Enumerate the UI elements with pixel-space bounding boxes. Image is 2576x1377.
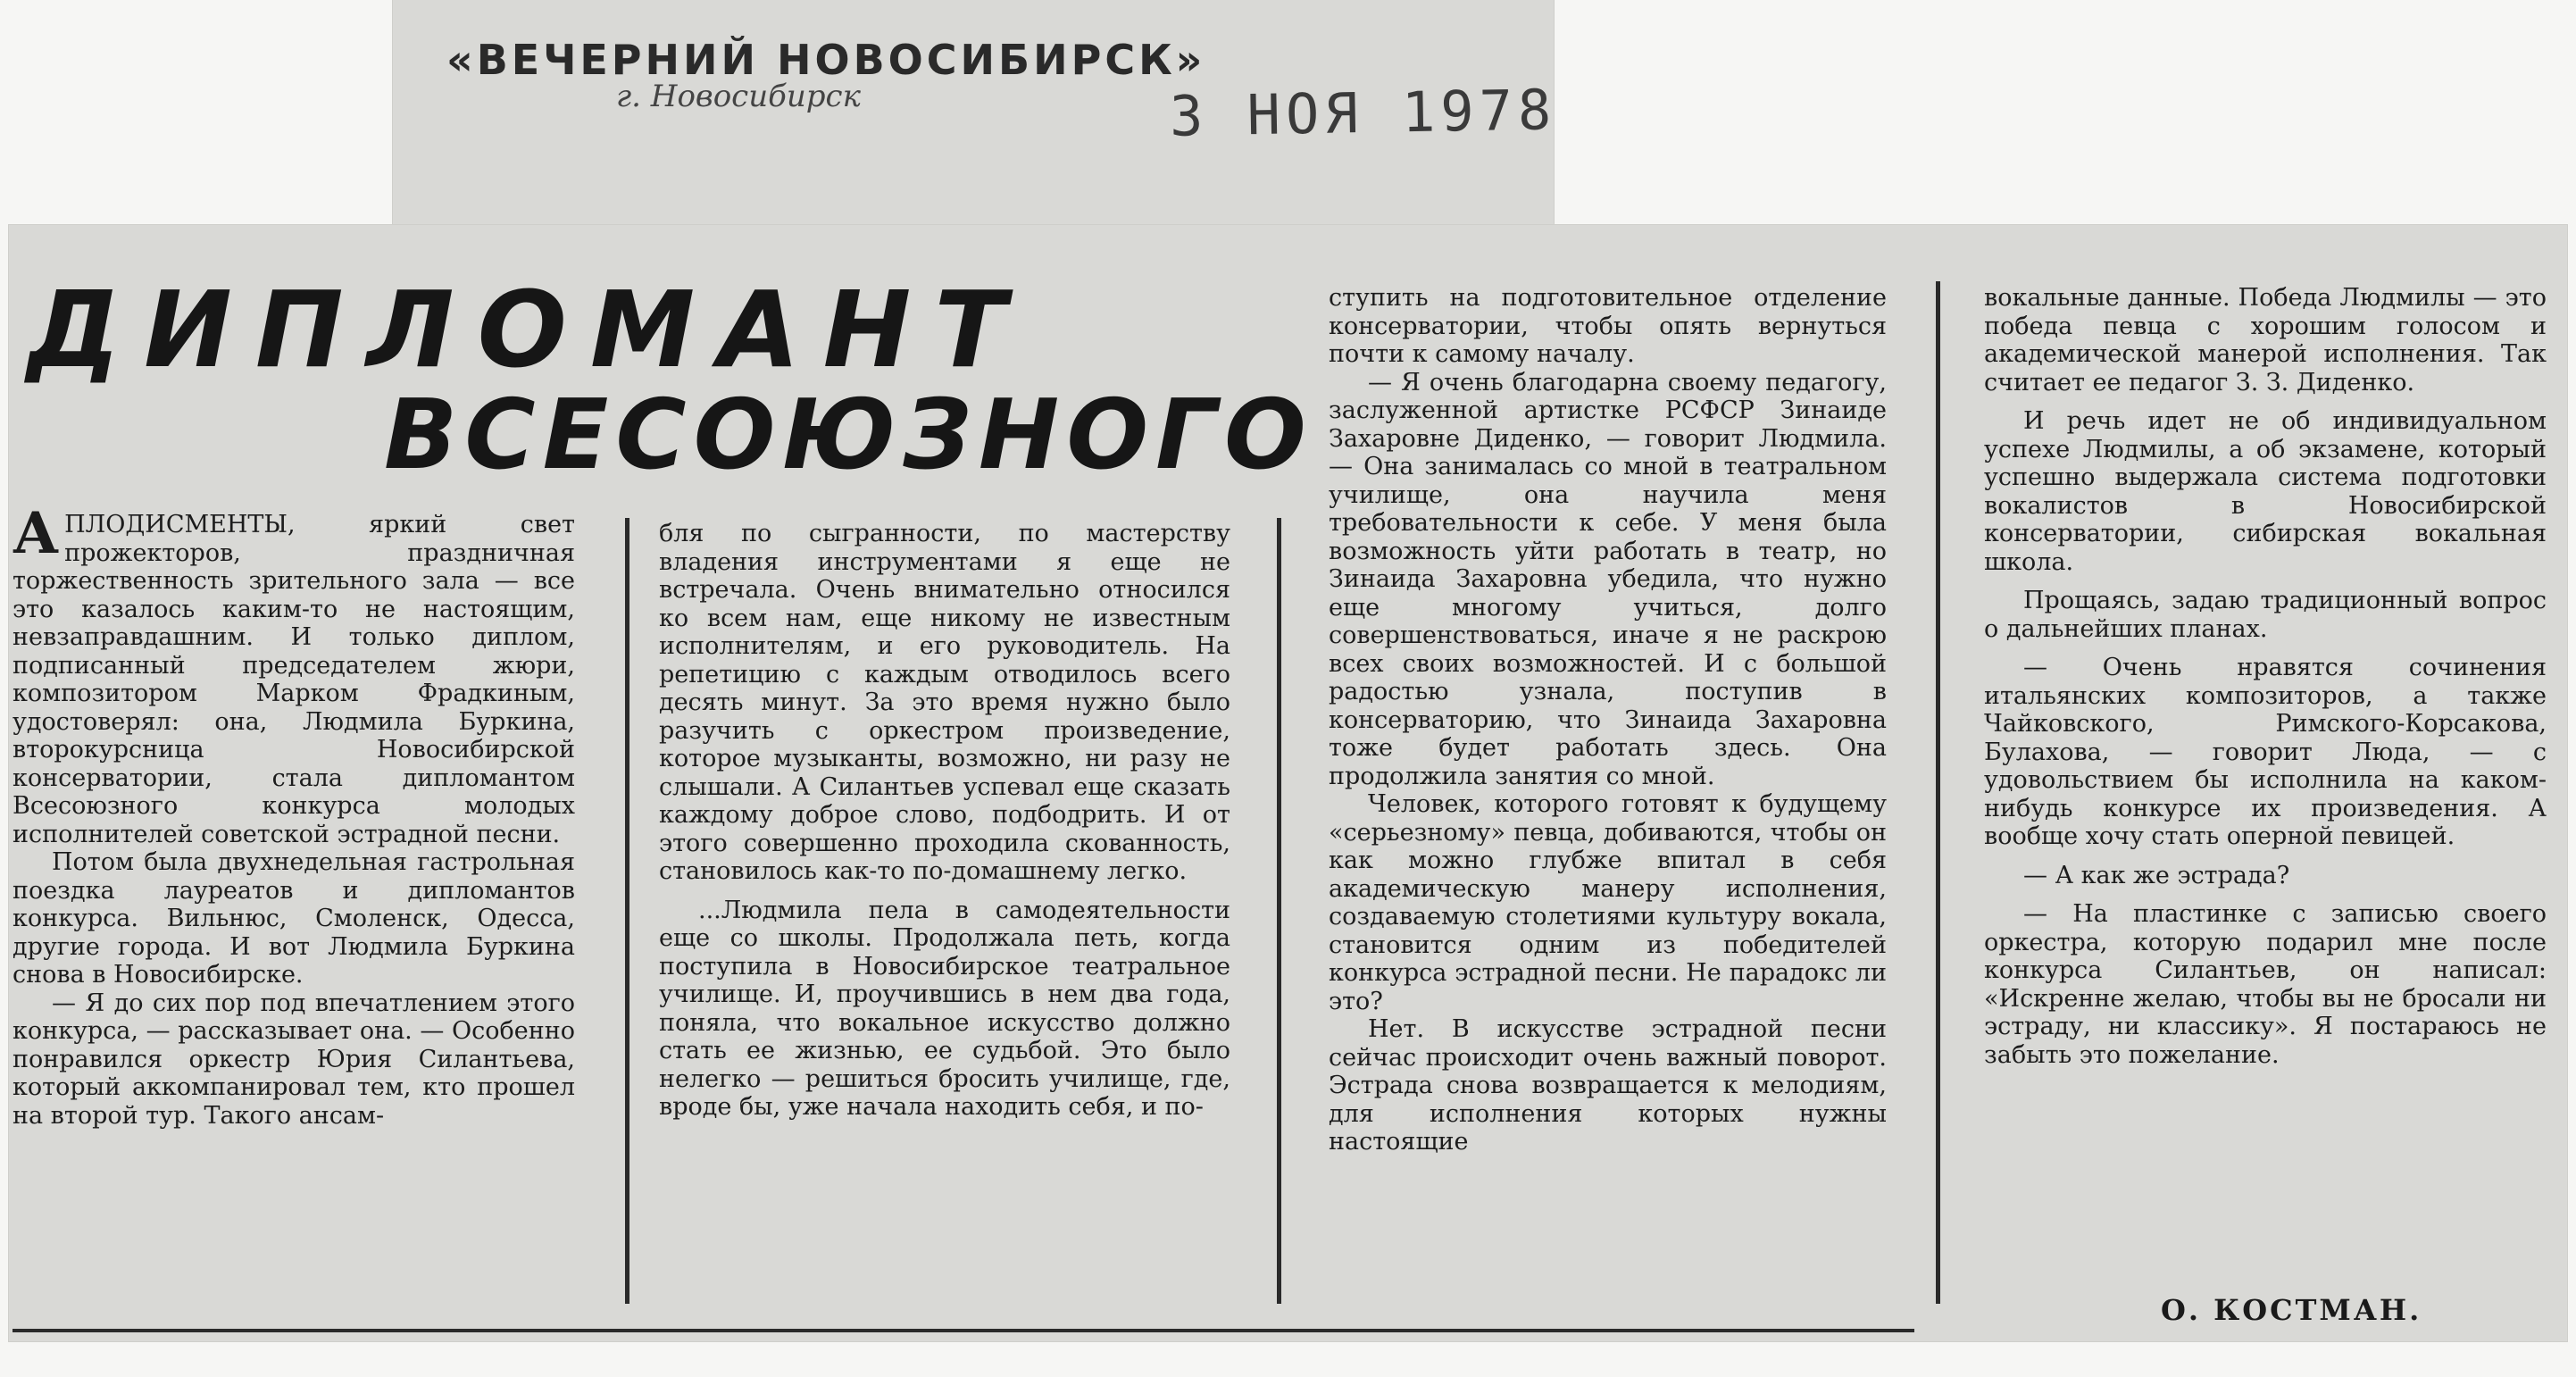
paragraph-text: ПЛОДИСМЕНТЫ, яркий свет прожекторов, праздничная торжественность зрительного зала — все это казалось каким-то не настоящим, невзаправдашним. И только диплом, подписанный председателем жюри, композитором Марком Фрадкиным, удостоверял: она, Людмила Буркина, второкурсница Новосибирской консерватории, стала дипломантом Всесоюзного конкурса молодых исполнителей советской эстрадной песни.: [13, 511, 575, 848]
column-divider: [1277, 518, 1281, 1304]
paragraph: — Я до сих пор под впечатлением этого конкурса, — рассказывает она. — Особенно понравился оркестр Юрия Силантьева, который аккомпанировал тем, кто прошел на второй тур. Такого ансам-: [13, 989, 575, 1130]
column-divider: [625, 518, 629, 1304]
drop-cap: А: [13, 500, 60, 567]
paragraph: — Очень нравятся сочинения итальянских композиторов, а также Чайковского, Римского-Корсакова, Булахова, — говорит Люда, — с удовольствием бы исполнила на каком-нибудь конкурсе их произведения. А вообще хочу стать оперной певицей.: [1984, 654, 2547, 850]
newspaper-city: г. Новосибирск: [616, 79, 861, 114]
paragraph: Нет. В искусстве эстрадной песни сейчас происходит очень важный поворот. Эстрада снова возвращается к мелодиям, для исполнения которых нужны настоящие: [1329, 1015, 1887, 1156]
headline-line-1: ДИПЛОМАНТ: [27, 268, 1030, 391]
article-column-2: [659, 520, 1230, 1323]
paragraph: — Я очень благодарна своему педагогу, заслуженной артистке РСФСР Зинаиде Захаровне Диденко, — говорит Людмила. — Она занималась со мной в театральном училище, она научила меня требовательности к себе. У меня была возможность уйти работать в театр, но Зинаида Захаровна убедила, что нужно еще многому учиться, долго совершенствоваться, иначе я не раскрою всех своих возможностей. И с большой радостью узнала, поступив в консерваторию, что Зинаида Захаровна тоже будет работать здесь. Она продолжила занятия со мной.: [1329, 368, 1887, 790]
paragraph: ступить на подготовительное отделение консерватории, чтобы опять вернуться почти к самому началу.: [1329, 284, 1887, 368]
article-column-1: [13, 500, 575, 1314]
article-column-4: [1984, 284, 2547, 1320]
paragraph: вокальные данные. Победа Людмилы — это победа певца с хорошим голосом и академической манерой исполнения. Так считает ее педагог З. З. Диденко.: [1984, 284, 2547, 396]
paragraph: [13, 500, 575, 848]
date-stamp: 3 НОЯ 1978: [1169, 77, 1557, 149]
paragraph: Прощаясь, задаю традиционный вопрос о дальнейших планах.: [1984, 587, 2547, 643]
bottom-rule: [13, 1329, 1914, 1332]
author-signature: О. КОСТМАН.: [2161, 1293, 2422, 1327]
headline-line-2: ВСЕСОЮЗНОГО: [384, 380, 1313, 491]
paragraph: бля по сыгранности, по мастерству владения инструментами я еще не встречала. Очень внимательно относился ко всем нам, еще никому не известным исполнителям, и его руководитель. На репетицию с каждым отводилось всего десять минут. За это время нужно было разучить с оркестром произведение, которое музыканты, возможно, ни разу не слышали. А Силантьев успевал еще сказать каждому доброе слово, подбодрить. И от этого совершенно проходила скованность, становилось как-то по-домашнему легко.: [659, 520, 1230, 885]
column-divider: [1936, 281, 1940, 1304]
paragraph: — На пластинке с записью своего оркестра, которую подарил мне после конкурса Силантьев, он написал: «Искренне желаю, чтобы вы не бросали ни эстраду, ни классику». Я постараюсь не забыть это пожелание.: [1984, 900, 2547, 1069]
paragraph: Потом была двухнедельная гастрольная поездка лауреатов и дипломантов конкурса. Вильнюс, Смоленск, Одесса, другие города. И вот Людмила Буркина снова в Новосибирске.: [13, 848, 575, 989]
paragraph: ...Людмила пела в самодеятельности еще со школы. Продолжала петь, когда поступила в Новосибирское театральное училище. И, проучившись в нем два года, поняла, что вокальное искусство должно стать ее жизнью, ее судьбой. Это было нелегко — решиться бросить училище, где, вроде бы, уже начала находить себя, и по-: [659, 896, 1230, 1121]
paragraph: Человек, которого готовят к будущему «серьезному» певца, добиваются, чтобы он как можно глубже впитал в себя академическую манеру исполнения, создаваемую столетиями культуру вокала, становится одним из победителей конкурса эстрадной песни. Не парадокс ли это?: [1329, 790, 1887, 1015]
article-column-3: [1329, 284, 1887, 1320]
paragraph: — А как же эстрада?: [2023, 861, 2290, 889]
newspaper-name: «ВЕЧЕРНИЙ НОВОСИБИРСК»: [446, 36, 1206, 84]
paragraph: И речь идет не об индивидуальном успехе Людмилы, а об экзамене, который успешно выдержала система подготовки вокалистов в Новосибирской консерватории, сибирская вокальная школа.: [1984, 407, 2547, 576]
